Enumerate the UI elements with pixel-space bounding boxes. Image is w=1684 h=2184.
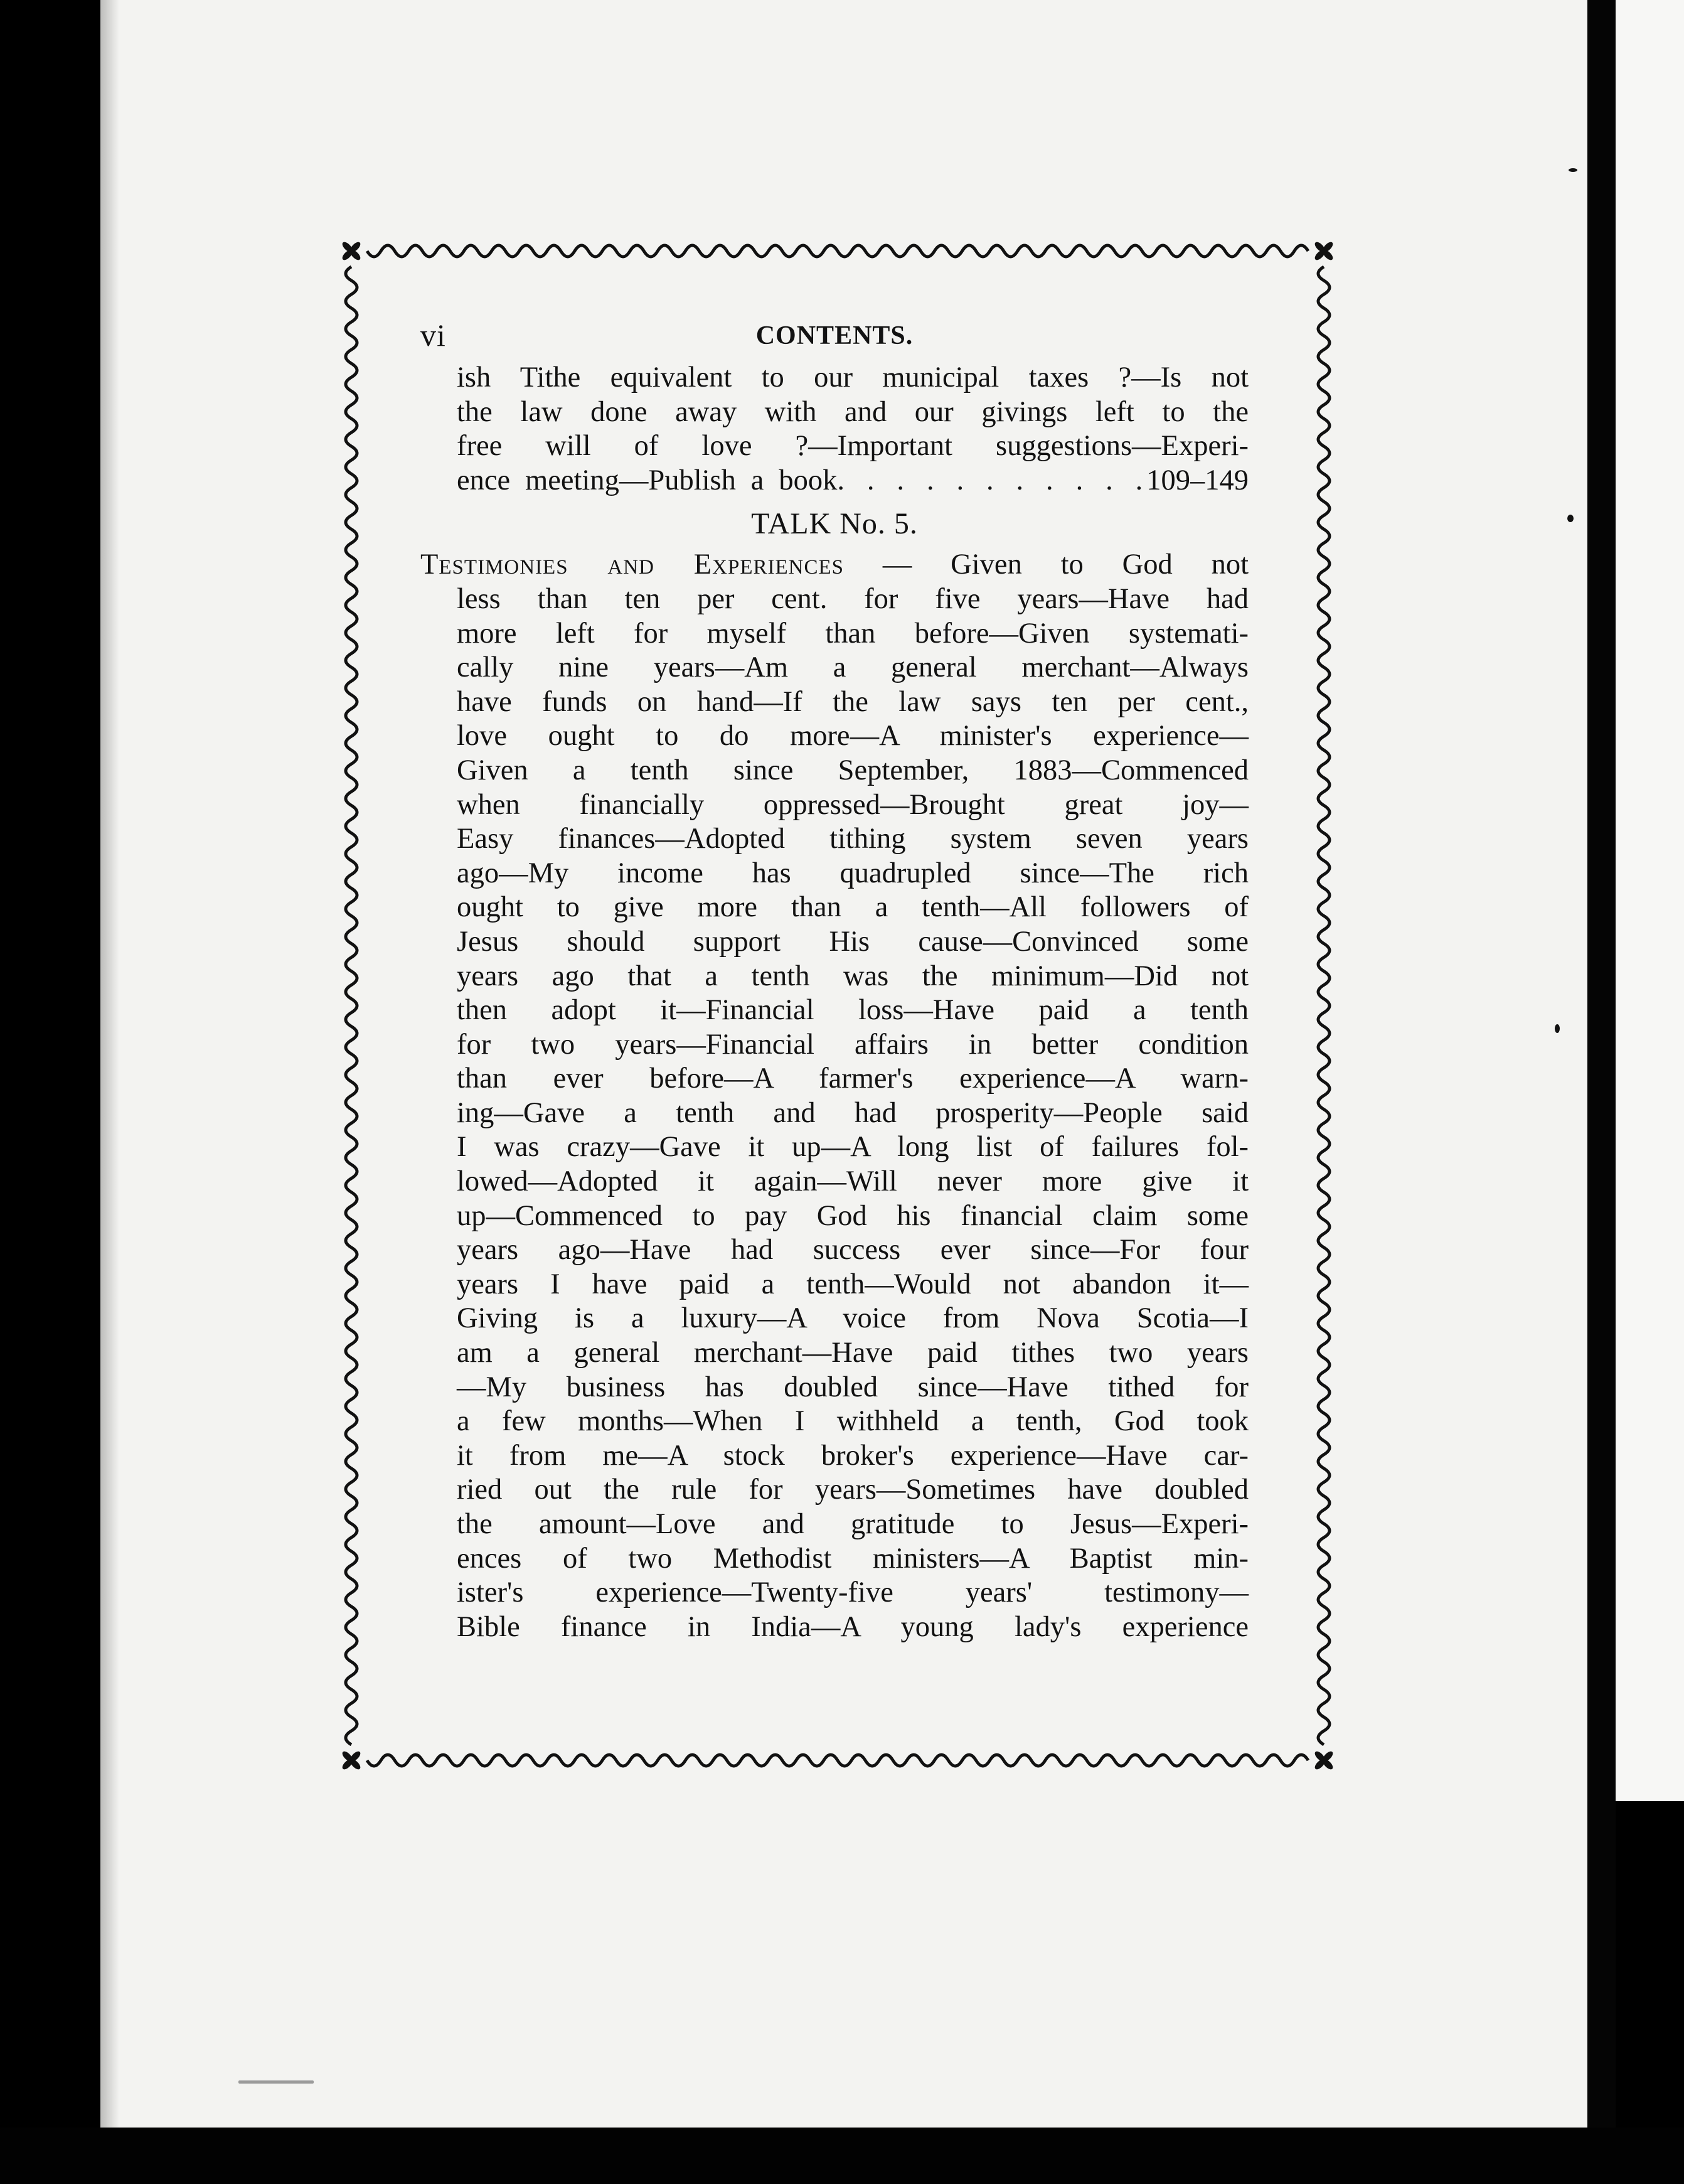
page-title: CONTENTS. bbox=[755, 321, 914, 350]
entry-line: cally nine years—Am a general merchant—Always bbox=[457, 651, 1249, 684]
entry-line: less than ten per cent. for five years—Have had bbox=[457, 582, 1249, 615]
entry-line: ried out the rule for years—Sometimes have doubled bbox=[457, 1474, 1249, 1506]
contents-page bbox=[420, 317, 1249, 1644]
entry-line: — Given to God not bbox=[844, 549, 1249, 581]
corner-ornament bbox=[341, 1750, 362, 1771]
entry-line: years I have paid a tenth—Would not abandon it— bbox=[457, 1268, 1249, 1300]
page-range: 109–149 bbox=[1146, 464, 1249, 496]
frame-wave bbox=[1318, 267, 1330, 1745]
entry-line: the amount—Love and gratitude to Jesus—Experi- bbox=[457, 1508, 1249, 1540]
entry-line: Bible finance in India—A young lady's experience bbox=[457, 1610, 1249, 1643]
entry-line: Easy finances—Adopted tithing system seven years bbox=[457, 823, 1249, 855]
entry-line: —My business has doubled since—Have tithed for bbox=[457, 1371, 1249, 1403]
running-head bbox=[420, 317, 1249, 361]
leader-dots: . . . . . . . . . . . bbox=[837, 464, 1147, 496]
entry-line: Jesus should support His cause—Convinced some bbox=[457, 925, 1249, 958]
entry-line: then adopt it—Financial loss—Have paid a tenth bbox=[457, 994, 1249, 1027]
entry-line: ence meeting—Publish a book bbox=[457, 464, 838, 496]
entry-line: free will of love ?—Important suggestions—Experi- bbox=[457, 430, 1249, 463]
corner-ornament bbox=[341, 240, 362, 262]
entry-line: years ago—Have had success ever since—For four bbox=[457, 1234, 1249, 1266]
entry-line: when financially oppressed—Brought great joy— bbox=[457, 788, 1249, 821]
entry-line: lowed—Adopted it again—Will never more give it bbox=[457, 1165, 1249, 1198]
page-number: vi bbox=[420, 318, 446, 353]
scan-speck bbox=[1569, 168, 1577, 172]
entry-line: than ever before—A farmer's experience—A warn- bbox=[457, 1063, 1249, 1095]
scan-speck bbox=[1555, 1024, 1560, 1033]
entry-line: a few months—When I withheld a tenth, God took bbox=[457, 1405, 1249, 1438]
entry-line: ences of two Methodist ministers—A Baptist min- bbox=[457, 1542, 1249, 1575]
page-gutter bbox=[1587, 0, 1616, 2184]
frame-wave bbox=[367, 245, 1308, 257]
entry-line: love ought to do more—A minister's experience— bbox=[457, 720, 1249, 752]
scan-border-bottom bbox=[0, 2128, 1684, 2184]
entry-line: ister's experience—Twenty-five years' testimony— bbox=[457, 1576, 1249, 1609]
entry-line: more left for myself than before—Given systemati- bbox=[457, 617, 1249, 650]
entry-line: am a general merchant—Have paid tithes two years bbox=[457, 1337, 1249, 1369]
entry-line: ago—My income has quadrupled since—The rich bbox=[457, 857, 1249, 889]
entry-line: up—Commenced to pay God his financial claim some bbox=[457, 1199, 1249, 1232]
entry-line-with-pages bbox=[457, 464, 1249, 498]
entry-line: ing—Gave a tenth and had prosperity—People said bbox=[457, 1096, 1249, 1129]
entry-line: for two years—Financial affairs in better condition bbox=[457, 1028, 1249, 1061]
entry-first-line bbox=[420, 548, 1249, 582]
entry-line: years ago that a tenth was the minimum—Did not bbox=[457, 960, 1249, 992]
page-edge-shadow bbox=[100, 0, 119, 2128]
frame-wave bbox=[367, 1755, 1308, 1766]
continuation-entry bbox=[420, 361, 1249, 498]
entry-line: have funds on hand—If the law says ten per cent., bbox=[457, 685, 1249, 718]
entry-line: Given a tenth since September, 1883—Commenced bbox=[457, 754, 1249, 786]
entry-line: I was crazy—Gave it up—A long list of failures fol- bbox=[457, 1131, 1249, 1164]
talk-heading: TALK No. 5. bbox=[751, 507, 918, 541]
scan-speck bbox=[1567, 515, 1574, 522]
entry-line: Giving is a luxury—A voice from Nova Scotia—I bbox=[457, 1302, 1249, 1335]
entry-line: ish Tithe equivalent to our municipal taxes ?—Is not bbox=[457, 361, 1249, 393]
corner-ornament bbox=[1313, 1750, 1335, 1771]
frame-wave bbox=[346, 267, 357, 1745]
corner-ornament bbox=[1313, 240, 1335, 262]
talk-entry bbox=[420, 548, 1249, 1644]
entry-line: ought to give more than a tenth—All followers of bbox=[457, 891, 1249, 924]
facing-page-edge bbox=[1616, 0, 1684, 1801]
entry-line: it from me—A stock broker's experience—Have car- bbox=[457, 1439, 1249, 1472]
scan-smudge bbox=[238, 2080, 314, 2084]
entry-line: the law done away with and our givings left to the bbox=[457, 395, 1249, 428]
entry-lead: Testimonies and Experiences bbox=[420, 549, 844, 581]
